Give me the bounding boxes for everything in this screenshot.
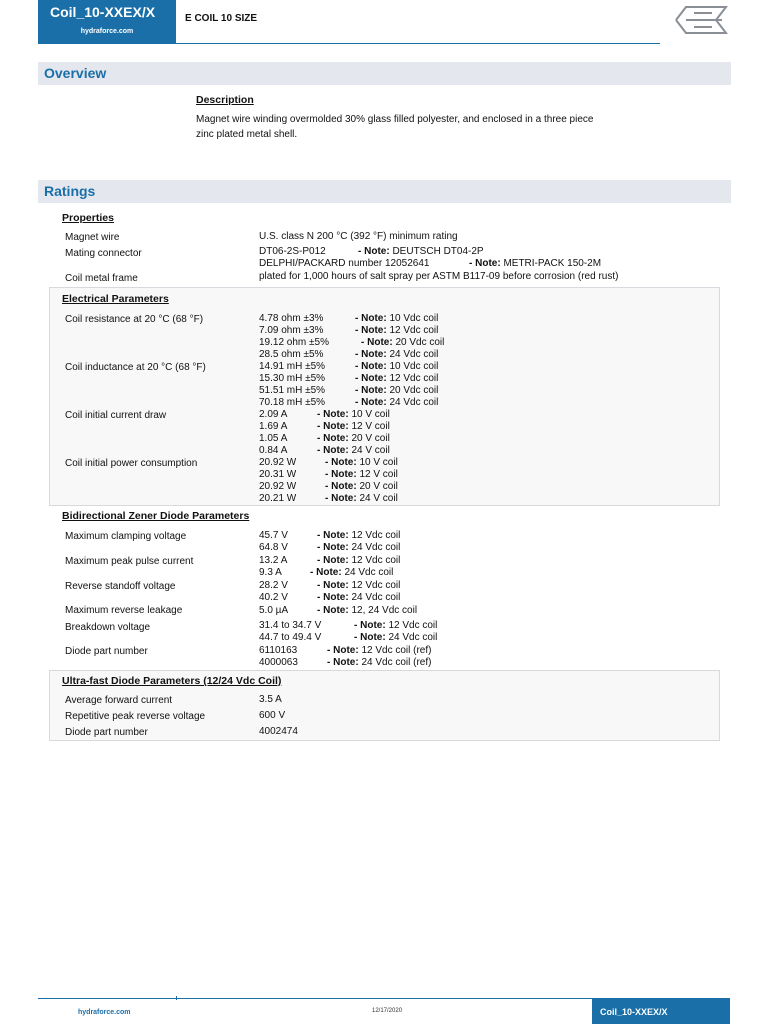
header-divider bbox=[176, 43, 660, 44]
parameter-value: 20.92 W bbox=[259, 457, 297, 468]
parameter-note bbox=[317, 592, 400, 604]
parameter-label: Maximum peak pulse current bbox=[65, 556, 194, 567]
note-key: - Note: bbox=[355, 361, 387, 372]
hydraforce-logo-icon bbox=[672, 3, 730, 37]
magnet-wire-label: Magnet wire bbox=[65, 232, 120, 243]
zener-parameters-title: Bidirectional Zener Diode Parameters bbox=[62, 510, 250, 522]
footer-date: 12/17/2020 bbox=[372, 1008, 403, 1014]
parameter-note bbox=[355, 373, 438, 385]
parameter-label: Coil initial current draw bbox=[65, 410, 167, 421]
note-text: 10 V coil bbox=[359, 457, 398, 468]
parameter-value: 20.21 W bbox=[259, 493, 297, 504]
note-text: 12 Vdc coil bbox=[351, 555, 401, 566]
note-key: - Note: bbox=[355, 349, 387, 360]
note-key: - Note: bbox=[317, 421, 349, 432]
parameter-value: 5.0 µA bbox=[259, 605, 289, 616]
note-key: - Note: bbox=[317, 409, 349, 420]
note-text: 12 Vdc coil bbox=[389, 325, 439, 336]
note-text: 24 Vdc coil bbox=[351, 542, 401, 553]
note-key: - Note: bbox=[317, 530, 349, 541]
parameter-note bbox=[355, 385, 438, 397]
parameter-note bbox=[325, 481, 398, 493]
parameter-value: 6110163 bbox=[259, 645, 298, 656]
overview-heading: Overview bbox=[44, 65, 107, 81]
parameter-note bbox=[317, 605, 417, 617]
note-text: 20 Vdc coil bbox=[395, 337, 445, 348]
description-line: Magnet wire winding overmolded 30% glass filled polyester, and enclosed in a three piece bbox=[196, 114, 594, 125]
note-text: 24 Vdc coil bbox=[351, 592, 401, 603]
note-key: - Note: bbox=[317, 592, 349, 603]
parameter-value: 1.69 A bbox=[259, 421, 288, 432]
note-text: 12 Vdc coil bbox=[351, 530, 401, 541]
parameter-note bbox=[317, 409, 390, 421]
parameter-label: Coil resistance at 20 °C (68 °F) bbox=[65, 314, 204, 325]
note-text: 12 Vdc coil (ref) bbox=[361, 645, 432, 656]
parameter-note bbox=[325, 493, 398, 505]
note-text: 24 Vdc coil bbox=[389, 397, 439, 408]
parameter-value: 64.8 V bbox=[259, 542, 288, 553]
electrical-parameters-title: Electrical Parameters bbox=[62, 293, 169, 305]
parameter-value: 45.7 V bbox=[259, 530, 288, 541]
note-key: - Note: bbox=[325, 493, 357, 504]
mating-connector-note-1: - Note: DEUTSCH DT04-2P bbox=[358, 246, 484, 257]
footer-divider bbox=[38, 998, 592, 999]
parameter-value: 44.7 to 49.4 V bbox=[259, 632, 322, 643]
parameter-label: Maximum clamping voltage bbox=[65, 531, 187, 542]
note-text: 12 V coil bbox=[359, 469, 398, 480]
note-text: 24 V coil bbox=[351, 445, 390, 456]
note-text: 24 Vdc coil bbox=[344, 567, 394, 578]
parameter-value: 4000063 bbox=[259, 657, 298, 668]
ultrafast-parameter-value: 3.5 A bbox=[259, 694, 282, 705]
note-text: 12, 24 Vdc coil bbox=[351, 605, 418, 616]
magnet-wire-value: U.S. class N 200 °C (392 °F) minimum rating bbox=[259, 231, 458, 242]
note-key: - Note: bbox=[325, 457, 357, 468]
ultrafast-parameter-label: Average forward current bbox=[65, 695, 173, 706]
parameter-value: 28.5 ohm ±5% bbox=[259, 349, 324, 360]
description-title: Description bbox=[196, 94, 254, 106]
parameter-note bbox=[327, 645, 431, 657]
parameter-label: Coil initial power consumption bbox=[65, 458, 198, 469]
parameter-note bbox=[317, 542, 400, 554]
parameter-value: 0.84 A bbox=[259, 445, 288, 456]
note-text: 24 Vdc coil bbox=[388, 632, 438, 643]
footer-code: Coil_10-XXEX/X bbox=[600, 1007, 668, 1017]
note-key: - Note: bbox=[355, 325, 387, 336]
parameter-value: 2.09 A bbox=[259, 409, 288, 420]
parameter-value: 31.4 to 34.7 V bbox=[259, 620, 322, 631]
parameter-value: 20.92 W bbox=[259, 481, 297, 492]
parameter-note bbox=[361, 337, 444, 349]
parameter-value: 7.09 ohm ±3% bbox=[259, 325, 324, 336]
note-key: - Note: bbox=[317, 542, 349, 553]
note-text: 20 Vdc coil bbox=[389, 385, 439, 396]
parameter-value: 20.31 W bbox=[259, 469, 297, 480]
properties-title: Properties bbox=[62, 212, 114, 224]
note-key: - Note: bbox=[355, 373, 387, 384]
parameter-value: 13.2 A bbox=[259, 555, 288, 566]
note-text: 24 V coil bbox=[359, 493, 398, 504]
note-text: 12 Vdc coil bbox=[389, 373, 439, 384]
coil-metal-frame-label: Coil metal frame bbox=[65, 273, 138, 284]
ratings-section-header bbox=[38, 180, 731, 203]
parameter-note bbox=[317, 530, 400, 542]
coil-metal-frame-value: plated for 1,000 hours of salt spray per ASTM B117-09 before corrosion (red rust) bbox=[259, 271, 619, 282]
parameter-note bbox=[355, 349, 438, 361]
parameter-value: 4.78 ohm ±3% bbox=[259, 313, 324, 324]
parameter-note bbox=[355, 361, 438, 373]
parameter-label: Maximum reverse leakage bbox=[65, 605, 183, 616]
note-text: 12 Vdc coil bbox=[388, 620, 438, 631]
parameter-note bbox=[317, 421, 390, 433]
mating-connector-label: Mating connector bbox=[65, 248, 142, 259]
document-title: Coil_10-XXEX/X bbox=[50, 4, 156, 20]
overview-section-header bbox=[38, 62, 731, 85]
note-key: - Note: bbox=[327, 645, 359, 656]
ultrafast-parameters-title: Ultra-fast Diode Parameters (12/24 Vdc Coil) bbox=[62, 675, 282, 687]
mating-connector-note-2: - Note: METRI-PACK 150-2M bbox=[469, 258, 602, 269]
document-subtitle: E COIL 10 SIZE bbox=[185, 13, 258, 24]
parameter-note bbox=[325, 457, 398, 469]
mating-connector-value-1: DT06-2S-P012 bbox=[259, 246, 326, 257]
parameter-label: Diode part number bbox=[65, 646, 148, 657]
note-text: 10 V coil bbox=[351, 409, 390, 420]
note-text: 10 Vdc coil bbox=[389, 361, 439, 372]
parameter-value: 1.05 A bbox=[259, 433, 288, 444]
note-key: - Note: bbox=[317, 555, 349, 566]
note-key: - Note: bbox=[354, 632, 386, 643]
note-text: 10 Vdc coil bbox=[389, 313, 439, 324]
description-text bbox=[196, 112, 646, 142]
footer-code-box bbox=[592, 998, 730, 1024]
note-key: - Note: bbox=[325, 481, 357, 492]
parameter-note bbox=[354, 620, 437, 632]
parameter-note bbox=[317, 555, 400, 567]
ultrafast-parameter-value: 4002474 bbox=[259, 726, 298, 737]
parameter-value: 70.18 mH ±5% bbox=[259, 397, 326, 408]
parameter-value: 15.30 mH ±5% bbox=[259, 373, 326, 384]
parameter-label: Reverse standoff voltage bbox=[65, 581, 176, 592]
note-key: - Note: bbox=[355, 313, 387, 324]
ultrafast-parameter-value: 600 V bbox=[259, 710, 286, 721]
note-key: - Note: bbox=[327, 657, 359, 668]
note-text: 24 Vdc coil (ref) bbox=[361, 657, 432, 668]
parameter-label: Breakdown voltage bbox=[65, 622, 151, 633]
note-text: 20 V coil bbox=[351, 433, 390, 444]
parameter-value: 51.51 mH ±5% bbox=[259, 385, 326, 396]
mating-connector-value-2: DELPHI/PACKARD number 12052641 bbox=[259, 258, 430, 269]
note-text: 12 V coil bbox=[351, 421, 390, 432]
note-key: - Note: bbox=[317, 605, 349, 616]
ratings-heading: Ratings bbox=[44, 183, 96, 199]
note-text: 12 Vdc coil bbox=[351, 580, 401, 591]
note-key: - Note: bbox=[355, 385, 387, 396]
parameter-note bbox=[327, 657, 431, 669]
parameter-value: 40.2 V bbox=[259, 592, 288, 603]
header-site-link[interactable]: hydraforce.com bbox=[80, 28, 134, 35]
parameter-note bbox=[354, 632, 437, 644]
parameter-value: 14.91 mH ±5% bbox=[259, 361, 326, 372]
parameter-note bbox=[310, 567, 393, 579]
note-text: 24 Vdc coil bbox=[389, 349, 439, 360]
parameter-note bbox=[317, 580, 400, 592]
note-key: - Note: bbox=[317, 445, 349, 456]
note-text: 20 V coil bbox=[359, 481, 398, 492]
parameter-note bbox=[317, 445, 390, 457]
note-key: - Note: bbox=[355, 397, 387, 408]
note-key: - Note: bbox=[361, 337, 393, 348]
parameter-note bbox=[355, 325, 438, 337]
parameter-note bbox=[355, 397, 438, 409]
parameter-note bbox=[325, 469, 398, 481]
description-line: zinc plated metal shell. bbox=[196, 129, 298, 140]
header-title-box bbox=[38, 0, 176, 44]
parameter-value: 19.12 ohm ±5% bbox=[259, 337, 329, 348]
ultrafast-parameter-label: Repetitive peak reverse voltage bbox=[65, 711, 206, 722]
note-key: - Note: bbox=[317, 433, 349, 444]
parameter-label: Coil inductance at 20 °C (68 °F) bbox=[65, 362, 206, 373]
parameter-note bbox=[317, 433, 390, 445]
note-key: - Note: bbox=[317, 580, 349, 591]
note-key: - Note: bbox=[310, 567, 342, 578]
footer-site-link[interactable]: hydraforce.com bbox=[78, 1009, 131, 1016]
parameter-value: 28.2 V bbox=[259, 580, 288, 591]
ultrafast-parameter-label: Diode part number bbox=[65, 727, 148, 738]
note-key: - Note: bbox=[354, 620, 386, 631]
parameter-note bbox=[355, 313, 438, 325]
note-key: - Note: bbox=[325, 469, 357, 480]
parameter-value: 9.3 A bbox=[259, 567, 282, 578]
footer-tick bbox=[176, 996, 177, 1000]
